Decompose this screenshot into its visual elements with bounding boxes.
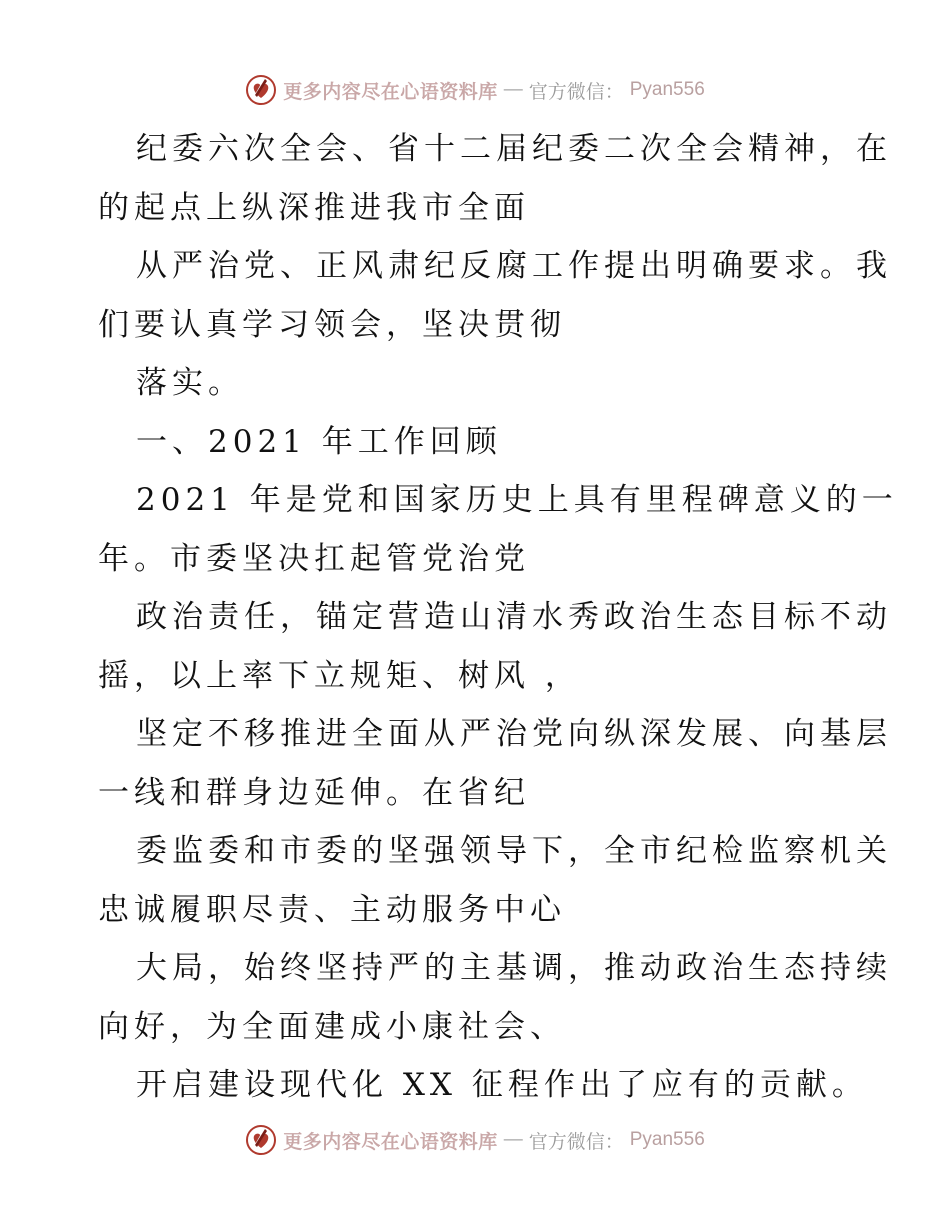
footer-banner [0,1120,950,1160]
text-line: 2021 年是党和国家历史上具有里程碑意义的一 [136,482,898,518]
official-wechat-label: 官方微信： [528,80,624,103]
section-heading: 一、2021 年工作回顾 [136,423,502,460]
text-line: 一线和群身边延伸。在省纪 [98,774,530,811]
site-name-text: 更多内容尽在心语资料库 [283,1130,498,1153]
text-line: 忠诚履职尽责、主动服务中心 [98,891,566,928]
header-banner [0,70,950,110]
wechat-account-id: Pyan556 [629,1129,705,1150]
text-line: 纪委六次全会、省十二届纪委二次全会精神，在 [136,131,892,167]
text-line: 的起点上纵深推进我市全面 [98,189,530,226]
official-wechat-label: 官方微信： [528,1130,624,1153]
text-line: 开启建设现代化 XX 征程作出了应有的贡献。 [136,1067,868,1103]
text-line: 大局，始终坚持严的主基调，推动政治生态持续 [136,950,892,986]
document-body [98,120,898,1115]
banner-dash: — [503,1129,523,1150]
text-line: 落实。 [136,365,244,401]
text-line: 从严治党、正风肃纪反腐工作提出明确要求。我 [136,248,892,284]
banner-dash: — [503,79,523,100]
heart-pen-logo-icon [245,74,277,106]
wechat-account-id: Pyan556 [629,79,705,100]
text-line: 向好，为全面建成小康社会、 [98,1008,566,1045]
heart-pen-logo-icon [245,1124,277,1156]
text-line: 们要认真学习领会，坚决贯彻 [98,306,566,343]
site-name-text: 更多内容尽在心语资料库 [283,80,498,103]
text-line: 摇，以上率下立规矩、树风 ， [98,657,581,694]
text-line: 政治责任，锚定营造山清水秀政治生态目标不动 [136,599,892,635]
text-line: 委监委和市委的坚强领导下，全市纪检监察机关 [136,833,892,869]
text-line: 年。市委坚决扛起管党治党 [98,540,530,577]
text-line: 坚定不移推进全面从严治党向纵深发展、向基层 [136,716,892,752]
